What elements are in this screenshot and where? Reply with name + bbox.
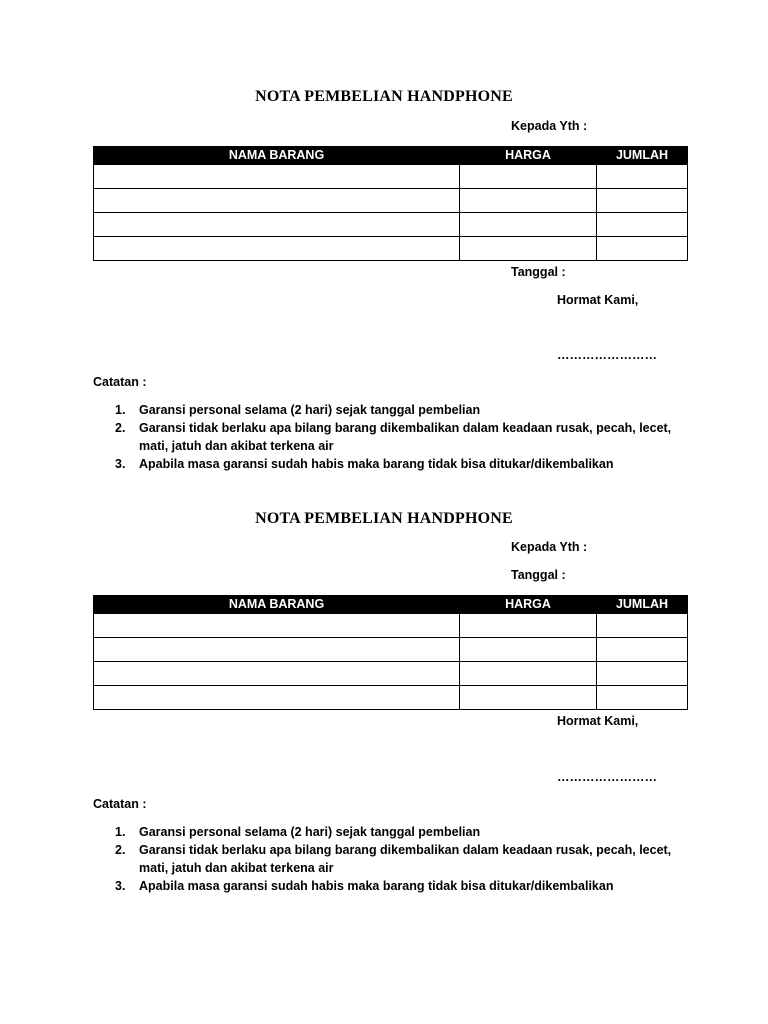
catatan-number: 3. [115,879,126,893]
table-row [94,165,688,189]
cell-harga[interactable] [460,237,597,261]
kepada-label: Kepada Yth : [511,119,588,133]
catatan-list [93,401,693,473]
catatan-item [93,419,693,455]
cell-jumlah[interactable] [597,165,688,189]
cell-nama-barang[interactable] [94,189,460,213]
cell-jumlah[interactable] [597,189,688,213]
cell-jumlah[interactable] [597,686,688,710]
cell-harga[interactable] [460,662,597,686]
cell-harga[interactable] [460,614,597,638]
catatan-text: Garansi tidak berlaku apa bilang barang dikembalikan dalam keadaan rusak, pecah, lecet, mati, jatuh dan akibat terkena air [139,421,672,453]
tanggal-label: Tanggal : [511,568,566,582]
catatan-text: Garansi personal selama (2 hari) sejak tanggal pembelian [139,825,481,839]
nota-title: NOTA PEMBELIAN HANDPHONE [255,88,513,105]
cell-nama-barang[interactable] [94,662,460,686]
hormat-kami-label: Hormat Kami, [557,293,639,307]
cell-nama-barang[interactable] [94,614,460,638]
catatan-number: 1. [115,825,126,839]
cell-nama-barang[interactable] [94,686,460,710]
catatan-item [93,455,693,473]
table-row [94,213,688,237]
cell-harga[interactable] [460,165,597,189]
cell-harga[interactable] [460,213,597,237]
header-jumlah: JUMLAH [597,596,688,614]
table-row [94,189,688,213]
catatan-item [93,877,693,895]
cell-harga[interactable] [460,686,597,710]
cell-jumlah[interactable] [597,213,688,237]
catatan-number: 2. [115,421,126,435]
nota-title: NOTA PEMBELIAN HANDPHONE [255,510,513,527]
header-harga: HARGA [460,147,597,165]
items-table [93,146,688,261]
cell-harga[interactable] [460,189,597,213]
cell-jumlah[interactable] [597,237,688,261]
hormat-kami-label: Hormat Kami, [557,714,639,728]
header-harga: HARGA [460,596,597,614]
cell-nama-barang[interactable] [94,213,460,237]
catatan-text: Garansi tidak berlaku apa bilang barang dikembalikan dalam keadaan rusak, pecah, lecet, mati, jatuh dan akibat terkena air [139,843,672,875]
cell-nama-barang[interactable] [94,638,460,662]
tanggal-label: Tanggal : [511,265,566,279]
table-row [94,686,688,710]
table-row [94,237,688,261]
catatan-label: Catatan : [93,375,147,389]
catatan-list [93,823,693,895]
header-nama-barang: NAMA BARANG [94,596,460,614]
table-header-row [94,147,688,165]
table-row [94,638,688,662]
cell-jumlah[interactable] [597,638,688,662]
catatan-number: 1. [115,403,126,417]
catatan-item [93,841,693,877]
header-jumlah: JUMLAH [597,147,688,165]
signature-line: …………………… [557,348,657,362]
table-row [94,662,688,686]
catatan-number: 3. [115,457,126,471]
catatan-text: Apabila masa garansi sudah habis maka barang tidak bisa ditukar/dikembalikan [139,457,614,471]
catatan-item [93,823,693,841]
cell-nama-barang[interactable] [94,165,460,189]
kepada-label: Kepada Yth : [511,540,588,554]
catatan-text: Apabila masa garansi sudah habis maka barang tidak bisa ditukar/dikembalikan [139,879,614,893]
cell-jumlah[interactable] [597,662,688,686]
table-row [94,614,688,638]
table-header-row [94,596,688,614]
header-nama-barang: NAMA BARANG [94,147,460,165]
signature-line: …………………… [557,770,657,784]
catatan-item [93,401,693,419]
catatan-text: Garansi personal selama (2 hari) sejak tanggal pembelian [139,403,481,417]
cell-jumlah[interactable] [597,614,688,638]
catatan-number: 2. [115,843,126,857]
items-table [93,595,688,710]
cell-harga[interactable] [460,638,597,662]
cell-nama-barang[interactable] [94,237,460,261]
catatan-label: Catatan : [93,797,147,811]
